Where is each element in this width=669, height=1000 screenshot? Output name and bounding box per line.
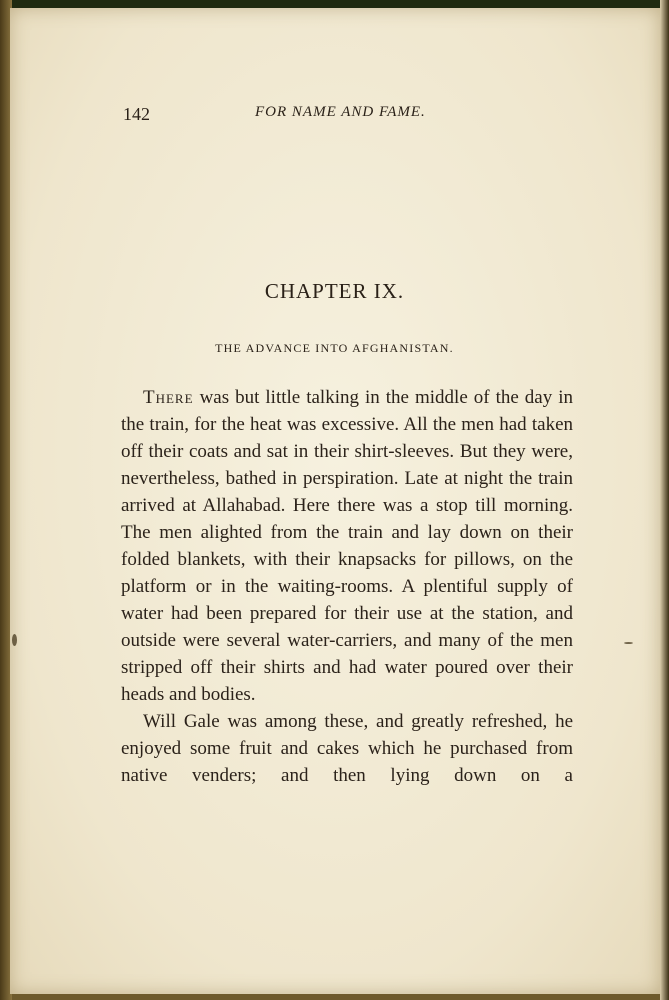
paragraph-2: Will Gale was among these, and greatly refreshed, he enjoyed some fruit and cakes which he purchased from native venders; and then lying down on a xyxy=(121,711,573,786)
ink-mark-right xyxy=(624,642,633,644)
running-head: FOR NAME AND FAME. xyxy=(255,104,426,120)
paragraph-1-text: was but little talking in the middle of the day in the train, for the heat was excessive. All the men had taken off their coats and sat in their shirt-sleeves. But they were, nevertheless, bathed in perspiration. Late at night the train arrived at Allahabad. Here there was a stop till morning. The men alighted from the train and lay down on their folded blankets, with their knapsacks for pillows, on the platform or in the waiting-rooms. A plentiful supply of water had been prepared for their use at the station, and outside were several water-carriers, and many of the men stripped off their shirts and had water poured over their heads and bodies. xyxy=(121,387,574,705)
paragraph-1 xyxy=(121,384,573,708)
book-right-edge xyxy=(660,0,669,1000)
page-number: 142 xyxy=(123,104,150,124)
ink-blot-left xyxy=(12,634,17,646)
page-header xyxy=(123,104,583,128)
chapter-subtitle: THE ADVANCE INTO AFGHANISTAN. xyxy=(215,341,454,355)
book-top-edge xyxy=(0,0,669,8)
body-text xyxy=(121,384,573,789)
drop-word: There xyxy=(143,387,194,408)
chapter-title: CHAPTER IX. xyxy=(264,279,405,303)
